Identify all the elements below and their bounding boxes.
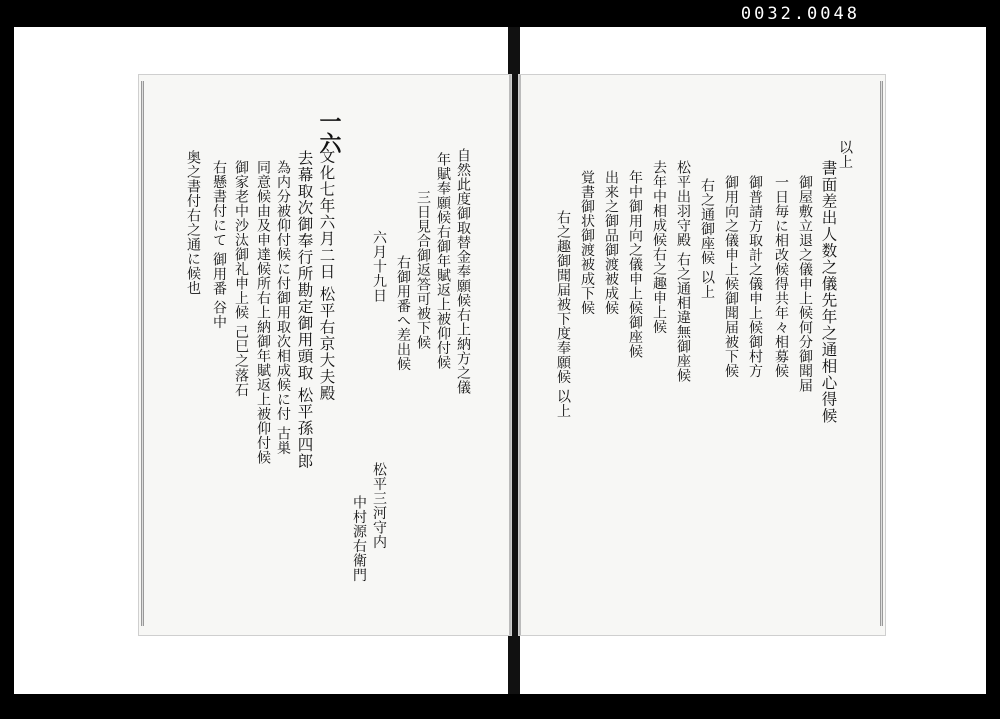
left-page-edge — [141, 81, 144, 626]
right-col-3: 御普請方取計之儀申上候御村方 — [747, 175, 763, 378]
right-col-5: 右之通御座候 以上 — [699, 178, 715, 299]
mid-col-3: 右御用番へ差出候 — [395, 255, 411, 371]
left-col-6: 奥之書付右之通に候也 — [185, 150, 201, 295]
right-col-9: 出来之御品御渡被成候 — [603, 170, 619, 315]
right-header-note: 以上 — [837, 140, 853, 169]
left-col-4: 御家老中沙汰御礼申上候 己巳之落石 — [233, 160, 249, 397]
right-col-6: 松平出羽守殿 右之通相違無御座候 — [675, 160, 691, 383]
left-col-0: 文化七年六月二日 松平右京大夫殿 — [317, 148, 336, 402]
mid-col-2: 三日見合御返答可被下候 — [415, 190, 431, 350]
left-col-5: 右懸書付にて 御用番 谷中 — [211, 160, 227, 330]
right-col-0: 書面差出人数之儀先年之通相心得候 — [819, 160, 838, 424]
mid-col-1: 年賦奉願候右御年賦返上被仰付候 — [435, 152, 451, 370]
right-page-edge — [880, 81, 883, 626]
signature-0: 松平三河守内 — [371, 462, 387, 549]
right-col-11: 右之趣御聞届被下度奉願候 以上 — [555, 210, 571, 418]
right-col-1: 御屋敷立退之儀申上候何分御聞届 — [797, 175, 813, 393]
mid-col-0: 自然此度御取替金奉願候右上納方之儀 — [455, 148, 471, 395]
left-col-2: 為内分被仰付候に付御用取次相成候に付 古巣 — [275, 160, 291, 455]
right-col-10: 覚書御状御渡被成下候 — [579, 170, 595, 315]
left-col-3: 同意候由及申達候所右上納御年賦返上被仰付候 — [255, 160, 271, 465]
right-col-4: 御用向之儀申上候御聞届被下候 — [723, 175, 739, 378]
left-col-1: 去幕取次御奉行所勘定御用頭取 松平孫四郎 — [295, 150, 314, 470]
section-number: 一六 — [316, 110, 342, 154]
frame-id: 0032.0048 — [740, 4, 860, 24]
date-line: 六月十九日 — [371, 230, 387, 303]
right-col-2: 一日毎に相改候得共年々相募候 — [773, 175, 789, 378]
right-col-7: 去年中相成候右之趣申上候 — [651, 160, 667, 334]
signature-1: 中村源右衛門 — [351, 495, 367, 582]
right-col-8: 年中御用向之儀申上候御座候 — [627, 170, 643, 359]
